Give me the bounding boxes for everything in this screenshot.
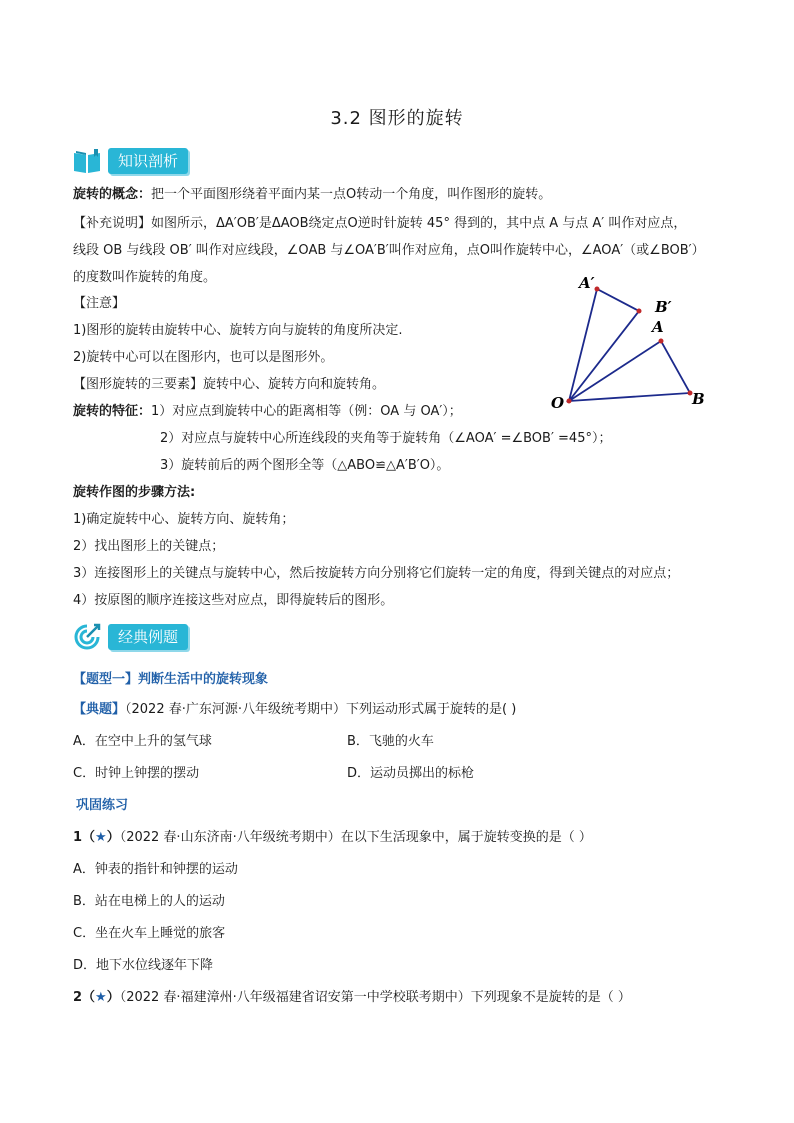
feature-item-3: 3）旋转前后的两个图形全等（△ABO≌△A′B′O）。 xyxy=(160,458,450,473)
label-b: B xyxy=(692,390,705,408)
q1-option-c: C．坐在火车上睡觉的旅客 xyxy=(73,926,226,941)
question-text: （2022 春·福建漳州·八年级福建省诏安第一中学校联考期中）下列现象不是旋转的是（ ） xyxy=(119,990,631,1005)
question-text: （2022 春·山东济南·八年级统考期中）在以下生活现象中，属于旋转变换的是（ ） xyxy=(119,830,592,845)
triangle-original xyxy=(569,341,690,401)
label-a-prime: A′ xyxy=(579,274,595,292)
step-item-2: 2）找出图形上的关键点； xyxy=(73,539,225,554)
practice-heading: 巩固练习 xyxy=(76,798,129,813)
label-o: O xyxy=(551,394,565,412)
page-title: 3.2 图形的旋转 xyxy=(330,108,464,129)
point-a-prime xyxy=(595,287,600,292)
example-option-c: C．时钟上钟摆的摆动 xyxy=(73,766,200,781)
note-item-1: 1)图形的旋转由旋转中心、旋转方向与旋转的角度所决定. xyxy=(73,323,403,338)
example-text: （2022 春·广东河源·八年级统考期中）下列运动形式属于旋转的是( ) xyxy=(125,702,517,717)
label-b-prime: B′ xyxy=(655,298,672,316)
q1-option-d: D．地下水位线逐年下降 xyxy=(73,958,214,973)
section-banner-examples xyxy=(72,622,188,652)
section-banner-knowledge xyxy=(72,146,188,176)
example-option-b: B．飞驰的火车 xyxy=(347,734,434,749)
point-o xyxy=(567,399,572,404)
note-item-2: 2)旋转中心可以在图形内，也可以是图形外。 xyxy=(73,350,334,365)
feature-item-1: 1）对应点到旋转中心的距离相等（例：OA 与 OA′）； xyxy=(151,404,462,419)
step-item-1: 1)确定旋转中心、旋转方向、旋转角； xyxy=(73,512,295,527)
features-line-1 xyxy=(73,400,462,419)
three-elements-line: 【图形旋转的三要素】旋转中心、旋转方向和旋转角。 xyxy=(73,377,386,392)
question-2 xyxy=(73,986,631,1005)
example-option-a: A．在空中上升的氢气球 xyxy=(73,734,212,749)
rotation-figure xyxy=(545,268,725,418)
target-arrow-icon xyxy=(72,622,102,652)
book-icon xyxy=(72,146,102,176)
question-type-heading: 【题型一】判断生活中的旋转现象 xyxy=(73,672,269,687)
triangle-rotated xyxy=(569,289,639,401)
step-item-4: 4）按原图的顺序连接这些对应点，即得旋转后的图形。 xyxy=(73,593,394,608)
supplement-line-1: 【补充说明】如图所示，ΔA′OB′是ΔAOB绕定点O逆时针旋转 45° 得到的，其中点 A 与点 A′ 叫作对应点， xyxy=(73,216,687,231)
concept-text: 把一个平面图形绕着平面内某一点O转动一个角度，叫作图形的旋转。 xyxy=(151,187,552,202)
supplement-line-2: 线段 OB 与线段 OB′ 叫作对应线段，∠OAB 与∠OA′B′叫作对应角，点O叫作旋转中心，∠AOA′（或∠BOB′） xyxy=(73,243,705,258)
supplement-line-3: 的度数叫作旋转的角度。 xyxy=(73,270,217,285)
section-label: 知识剖析 xyxy=(108,148,188,174)
steps-heading: 旋转作图的步骤方法: xyxy=(73,485,196,500)
question-number-close: ） xyxy=(106,830,120,845)
q1-option-b: B．站在电梯上的人的运动 xyxy=(73,894,225,909)
question-number-close: ） xyxy=(106,990,120,1005)
question-number: 2（ xyxy=(73,990,96,1005)
note-heading: 【注意】 xyxy=(73,296,126,311)
example-question xyxy=(73,698,516,717)
point-a xyxy=(659,339,664,344)
q1-option-a: A．钟表的指针和钟摆的运动 xyxy=(73,862,238,877)
point-b-prime xyxy=(637,309,642,314)
star-icon: ★ xyxy=(95,830,107,845)
feature-item-2: 2）对应点与旋转中心所连线段的夹角等于旋转角（∠AOA′ =∠BOB′ =45°）； xyxy=(160,431,612,446)
concept-heading: 旋转的概念： xyxy=(73,187,152,202)
question-number: 1（ xyxy=(73,830,96,845)
step-item-3: 3）连接图形上的关键点与旋转中心，然后按旋转方向分别将它们旋转一定的角度，得到关键点的对应点； xyxy=(73,566,680,581)
example-tag: 【典题】 xyxy=(73,702,126,717)
features-heading: 旋转的特征： xyxy=(73,404,152,419)
label-a: A xyxy=(652,318,664,336)
example-option-d: D．运动员掷出的标枪 xyxy=(347,766,475,781)
concept-line xyxy=(73,183,551,202)
section-label: 经典例题 xyxy=(108,624,188,650)
star-icon: ★ xyxy=(95,990,107,1005)
question-1 xyxy=(73,826,592,845)
